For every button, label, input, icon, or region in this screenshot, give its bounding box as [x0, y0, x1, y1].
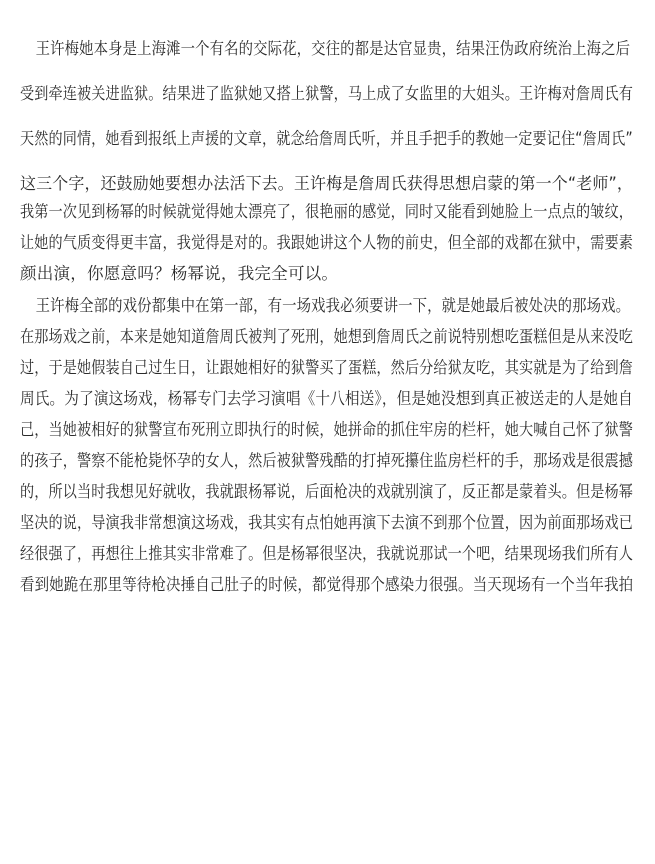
text-line: 的，所以当时我想见好就收，我就跟杨幂说，后面枪决的戏就别演了，反正都是蒙着头。但是杨幂	[20, 482, 633, 501]
text-line: 看到她跪在那里等待枪决捶自己肚子的时候，都觉得那个感染力很强。当天现场有一个当年我拍	[20, 575, 634, 594]
text-line: 的孩子，警察不能枪毙怀孕的女人，然后被狱警残酷的打掉死攥住监房栏杆的手，那场戏是很震撼	[20, 451, 633, 470]
text-line: 坚决的说，导演我非常想演这场戏，我其实有点怕她再演下去演不到那个位置，因为前面那场戏已	[20, 513, 633, 532]
text-line: 颜出演，你愿意吗？杨幂说，我完全可以。	[20, 264, 339, 283]
text-line: 在那场戏之前，本来是她知道詹周氏被判了死刑，她想到詹周氏之前说特别想吃蛋糕但是从来没吃	[20, 327, 633, 346]
text-line: 己，当她被相好的狱警宣布死刑立即执行的时候，她拼命的抓住牢房的栏杆，她大喊自己怀了狱警	[20, 420, 633, 439]
text-line: 过，于是她假装自己过生日，让跟她相好的狱警买了蛋糕，然后分给狱友吃，其实就是为了给到詹	[20, 358, 633, 377]
text-line: 让她的气质变得更丰富，我觉得是对的。我跟她讲这个人物的前史，但全部的戏都在狱中，需要素	[20, 233, 633, 252]
text-line: 天然的同情，她看到报纸上声援的文章，就念给詹周氏听，并且手把手的教她一定要记住“詹周氏”	[20, 129, 633, 148]
paragraph-1	[20, 39, 634, 193]
text-line: 我第一次见到杨幂的时候就觉得她太漂亮了，很艳丽的感觉，同时又能看到她脸上一点点的皱纹，	[20, 202, 633, 221]
text-line: 受到牵连被关进监狱。结果进了监狱她又搭上狱警，马上成了女监里的大姐头。王许梅对詹周氏有	[20, 84, 633, 103]
text-line: 经很强了，再想往上推其实非常难了。但是杨幂很坚决，我就说那试一个吧，结果现场我们所有人	[20, 544, 633, 563]
text-line: 这三个字，还鼓励她要想办法活下去。王许梅是詹周氏获得思想启蒙的第一个“老师”，	[20, 174, 634, 193]
text-line: 王许梅她本身是上海滩一个有名的交际花，交往的都是达官显贵，结果汪伪政府统治上海之后	[35, 39, 631, 58]
text-line: 王许梅全部的戏份都集中在第一部，有一场戏我必须要讲一下，就是她最后被处决的那场戏。	[35, 296, 631, 315]
text-line: 周氏。为了演这场戏，杨幂专门去学习演唱《十八相送》，但是她没想到真正被送走的人是她自	[20, 389, 633, 408]
